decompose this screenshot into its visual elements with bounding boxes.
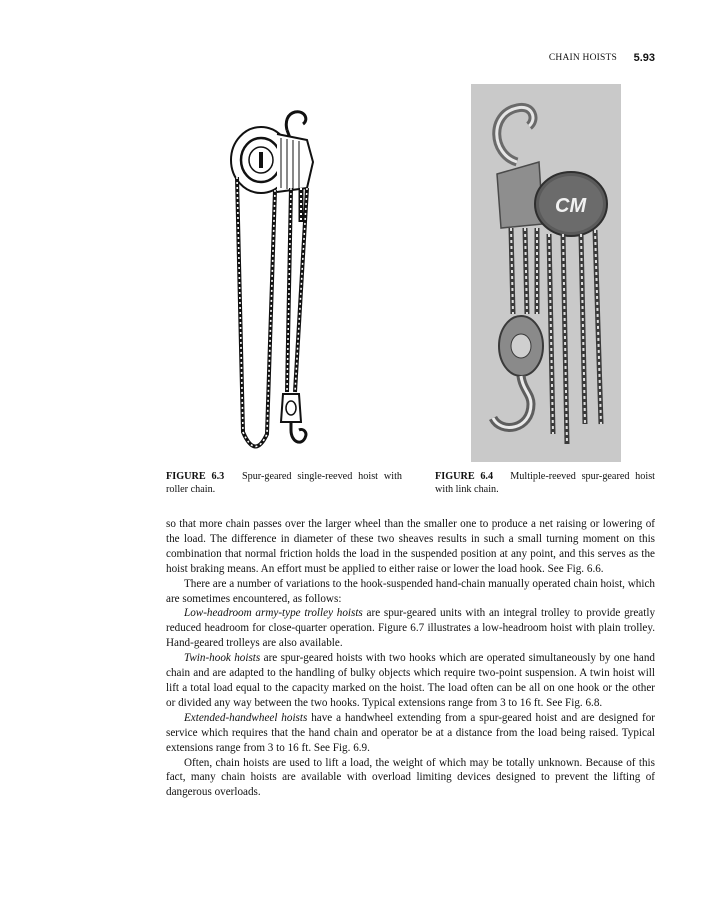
paragraph-1: so that more chain passes over the larger wheel than the smaller one to produce a net raising or lowering of the load. The difference in diameter of these two sheaves results in such a small turning moment on this combination that normal friction holds the load in the suspended position at any point, and this serves as the hoist braking means. An effort must be applied to either raise or lower the load hook. See Fig. 6.6.	[166, 518, 655, 575]
page-number: 5.93	[633, 52, 655, 64]
running-header	[164, 52, 655, 66]
term-low-headroom: Low-headroom army-type trolley hoists	[184, 607, 363, 620]
body-text	[166, 517, 655, 800]
running-title: CHAIN HOISTS	[548, 53, 617, 63]
term-twin-hook: Twin-hook hoists	[184, 652, 261, 665]
figure-6-3-label: FIGURE 6.3	[166, 471, 225, 482]
figure-6-4-hoist-photo	[471, 84, 621, 462]
paragraph-5	[166, 711, 655, 756]
paragraph-2: There are a number of variations to the hook-suspended hand-chain manually operated chain hoist, which are sometimes encountered, as follows:	[166, 577, 655, 605]
figure-6-4-label: FIGURE 6.4	[435, 471, 494, 482]
paragraph-5-text: have a handwheel extending from a spur-geared hoist and are designed for service which requires that the hand chain and operator be at a distance from the load being raised. Typical extensions range from 3 to 16 ft. See Fig. 6.9.	[166, 711, 655, 754]
figure-6-3-caption-text: Spur-geared single-reeved hoist with roller chain.	[166, 471, 402, 495]
figure-6-4-caption-text: Multiple-reeved spur-geared hoist with link chain.	[435, 471, 655, 495]
paragraph-4	[166, 651, 655, 711]
paragraph-6: Often, chain hoists are used to lift a load, the weight of which may be totally unknown. Because of this fact, many chain hoists are available with overload limiting devices designed to prevent the lifting of dangerous overloads.	[166, 756, 655, 799]
figure-6-3-caption	[166, 471, 402, 496]
paragraph-3-text: are spur-geared units with an integral trolley to provide greatly reduced headroom for close-quarter operation. Figure 6.7 illustrates a low-headroom hoist with plain trolley. Hand-geared trolleys are also available.	[166, 607, 656, 650]
cm-logo-text: CM	[555, 195, 587, 217]
paragraph-3	[166, 606, 655, 651]
figure-6-3-hoist-drawing	[215, 92, 325, 464]
figure-6-4-caption	[435, 471, 655, 496]
term-extended-handwheel: Extended-handwheel hoists	[184, 711, 308, 724]
paragraph-4-text: are spur-geared hoists with two hooks which are operated simultaneously by one hand chain and are adapted to the handling of bulky objects which require two-point suspension. A twin hoist will lift a total load equal to the capacity marked on the hoist. The load often can be all on one hook or the other or divided any way between the two hooks. Typical extensions range from 3 to 16 ft. See Fig. 6.8.	[166, 652, 655, 709]
